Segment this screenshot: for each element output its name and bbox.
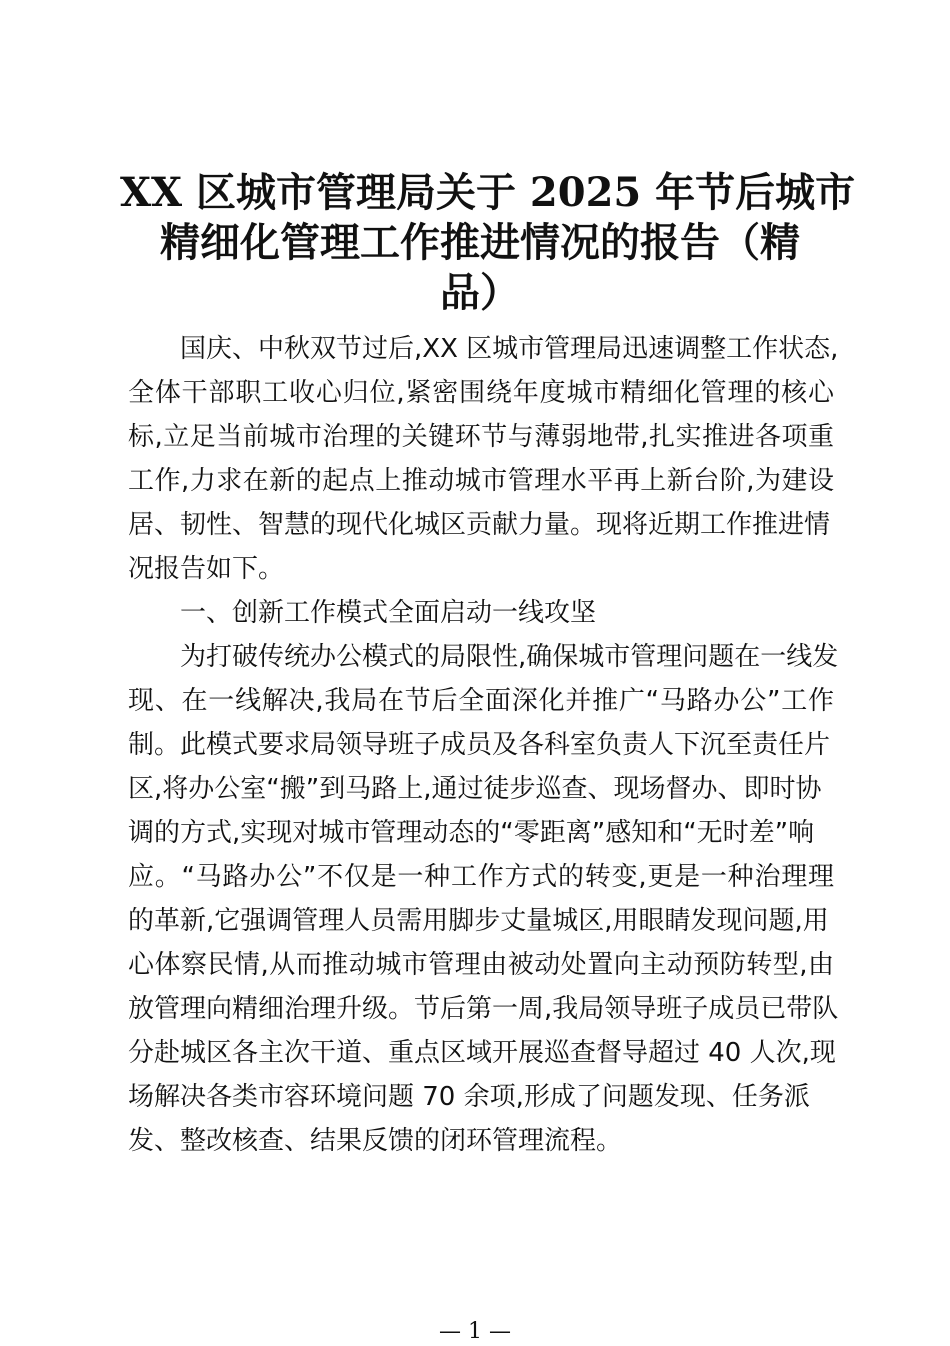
- title-line: 精细化管理工作推进情况的报告（精: [160, 219, 800, 266]
- text-line: 心体察民情,从而推动城市管理由被动处置向主动预防转型,由: [128, 950, 834, 980]
- paragraph-section-1: [128, 635, 839, 1163]
- text-line: 全体干部职工收心归位,紧密围绕年度城市精细化管理的核心: [128, 378, 834, 408]
- text-line: 区,将办公室“搬”到马路上,通过徒步巡查、现场督办、即时协: [128, 774, 822, 804]
- document-body: [128, 327, 839, 1163]
- text-line: 分赴城区各主次干道、重点区域开展巡查督导超过 40 人次,现: [128, 1038, 836, 1068]
- title-line: 品）: [440, 269, 520, 316]
- text-line: 标,立足当前城市治理的关键环节与薄弱地带,扎实推进各项重: [128, 422, 834, 452]
- text-line: 况报告如下。: [128, 554, 285, 584]
- section-heading: [128, 591, 834, 635]
- heading-line: 一、创新工作模式全面启动一线攻坚: [180, 598, 597, 628]
- text-line: 居、韧性、智慧的现代化城区贡献力量。现将近期工作推进情: [128, 510, 831, 540]
- text-line: 为打破传统办公模式的局限性,确保城市管理问题在一线发: [180, 642, 839, 672]
- text-line: 应。“马路办公”不仅是一种工作方式的转变,更是一种治理理: [128, 862, 834, 892]
- text-line: 放管理向精细治理升级。节后第一周,我局领导班子成员已带队: [128, 994, 839, 1024]
- text-line: 现、在一线解决,我局在节后全面深化并推广“马路办公”工作: [128, 686, 834, 716]
- page-number: — 1 —: [439, 1319, 511, 1344]
- title-line: XX 区城市管理局关于 2025 年节后城市: [120, 169, 856, 216]
- text-line: 发、整改核查、结果反馈的闭环管理流程。: [128, 1126, 623, 1156]
- text-line: 的革新,它强调管理人员需用脚步丈量城区,用眼睛发现问题,用: [128, 906, 829, 936]
- text-line: 国庆、中秋双节过后,XX 区城市管理局迅速调整工作状态,: [180, 334, 839, 364]
- text-line: 场解决各类市容环境问题 70 余项,形成了问题发现、任务派: [128, 1082, 810, 1112]
- document-title: [120, 168, 856, 318]
- text-line: 工作,力求在新的起点上推动城市管理水平再上新台阶,为建设: [128, 466, 834, 496]
- paragraph-intro: [128, 327, 839, 591]
- text-line: 调的方式,实现对城市管理动态的“零距离”感知和“无时差”响: [128, 818, 815, 848]
- text-line: 制。此模式要求局领导班子成员及各科室负责人下沉至责任片: [128, 730, 831, 760]
